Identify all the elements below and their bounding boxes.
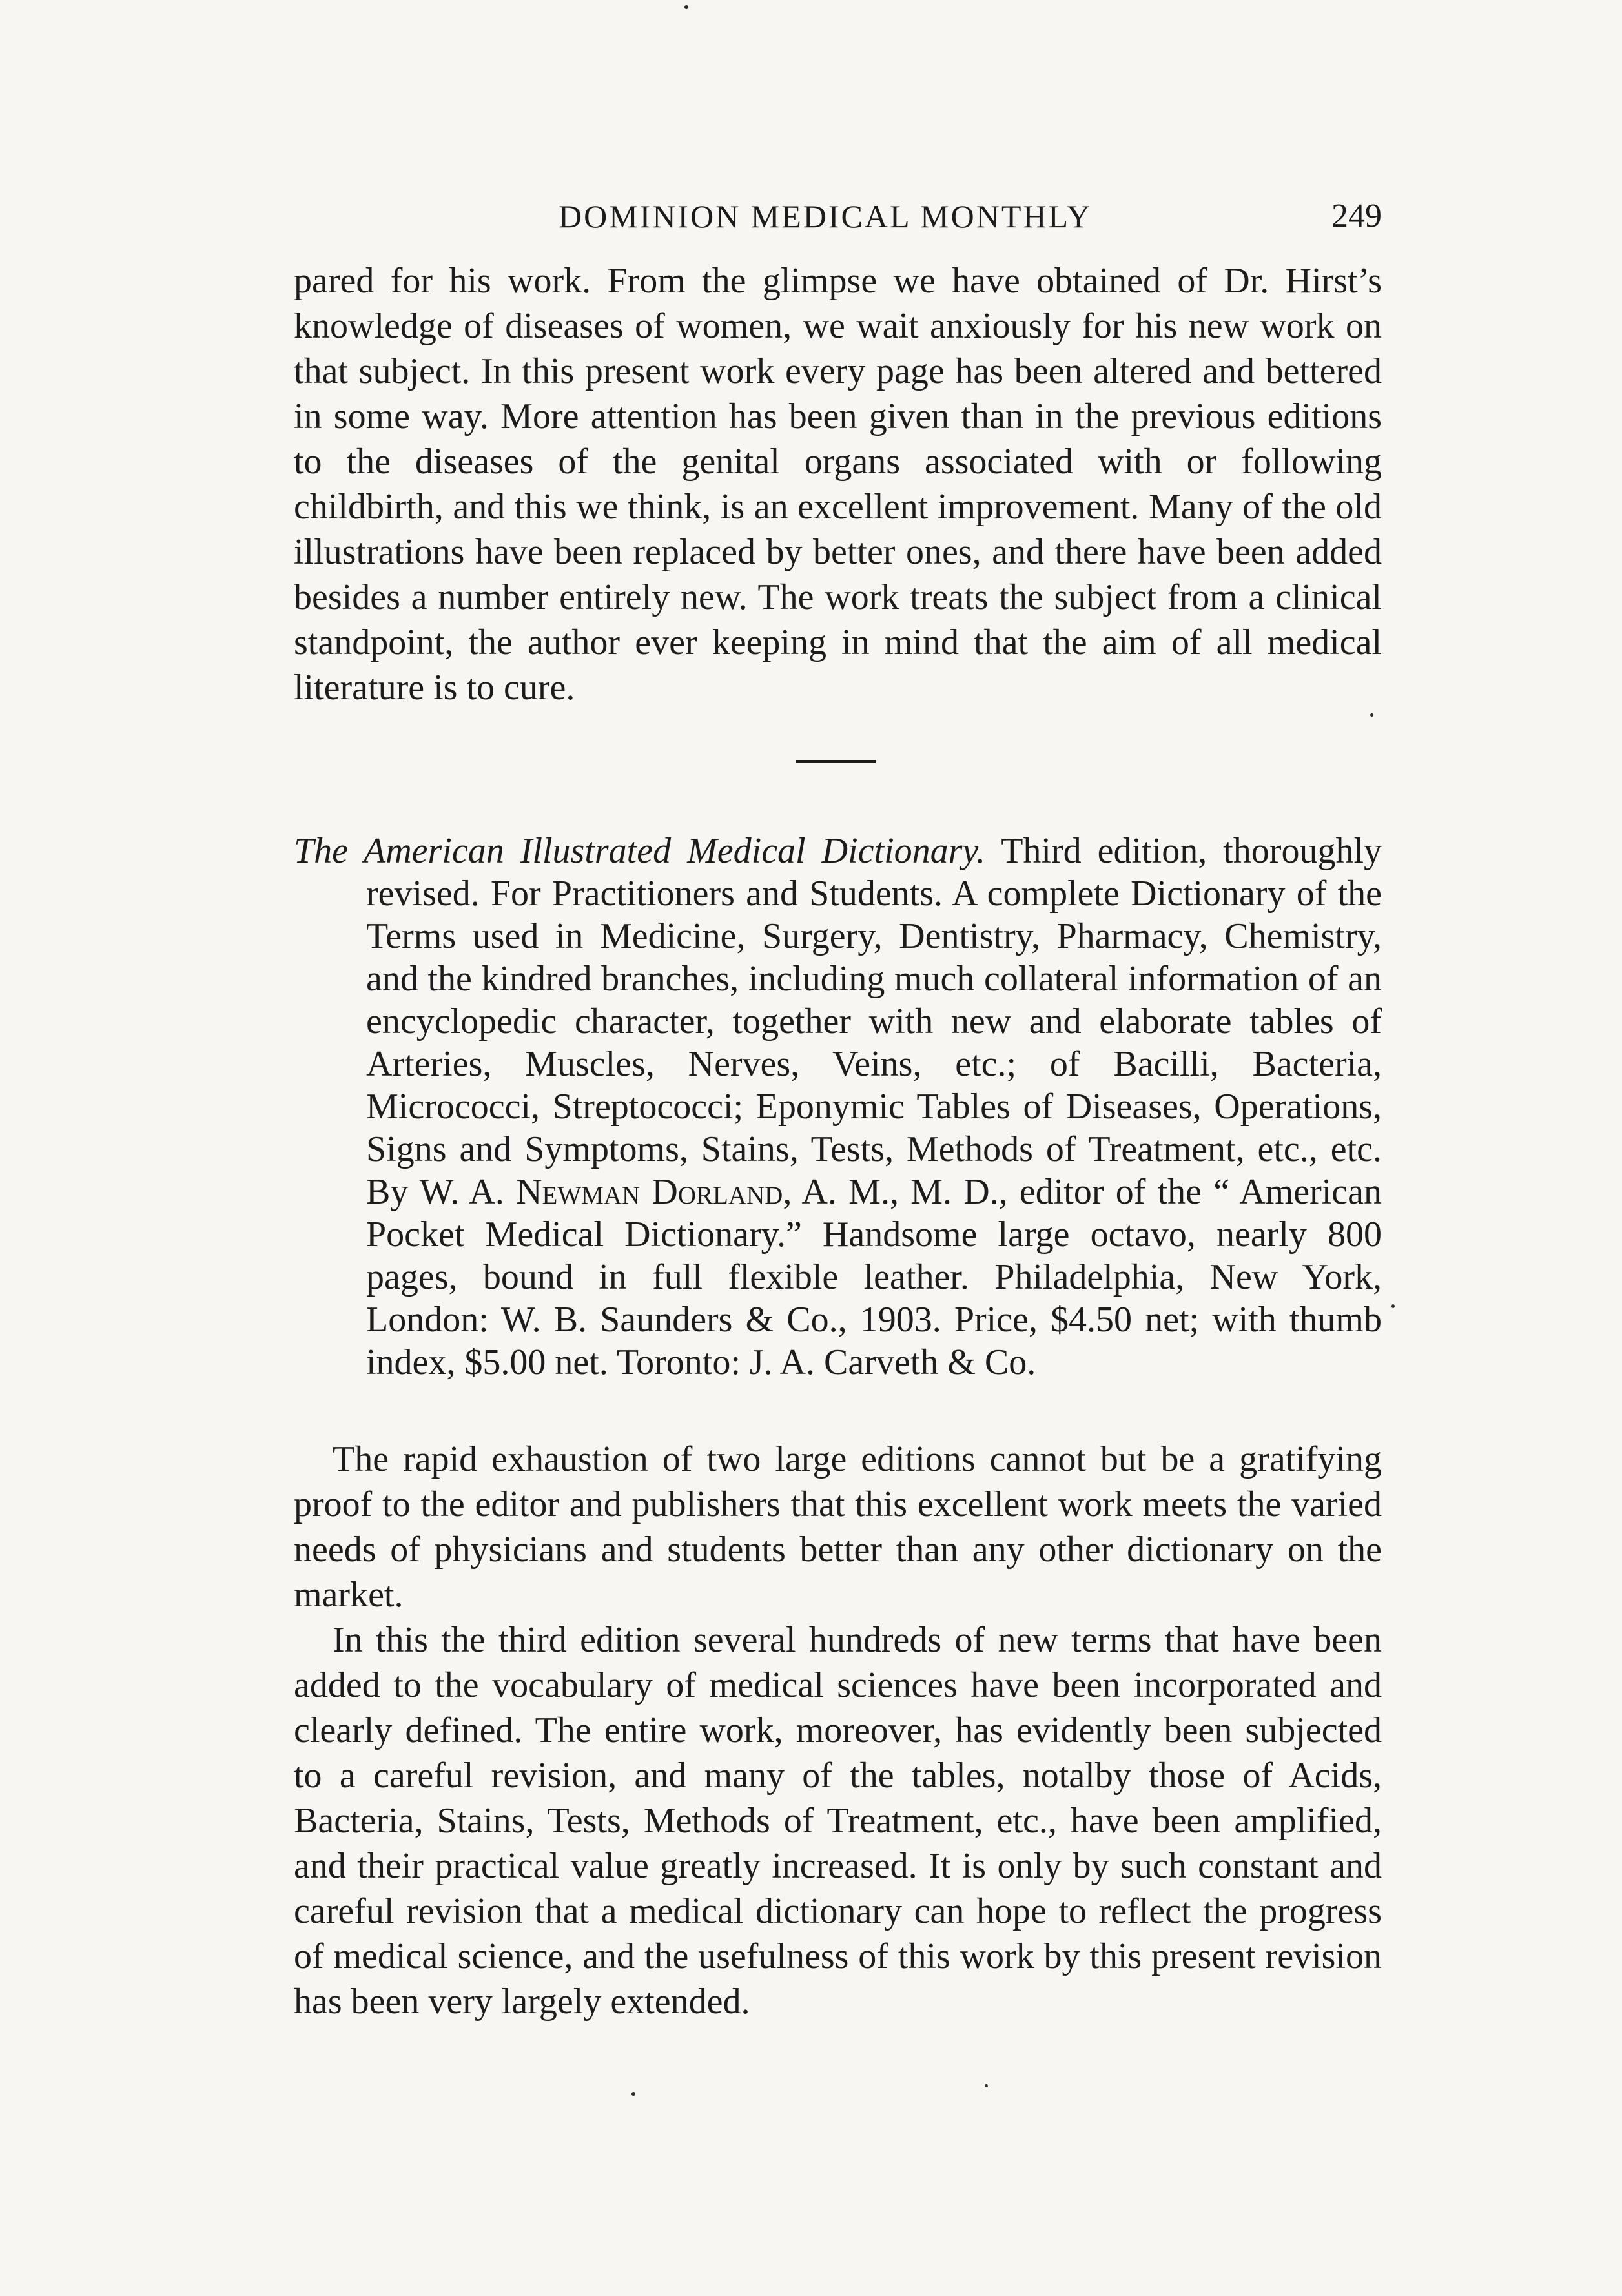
print-speck (631, 2092, 635, 2096)
page-number: 249 (1331, 198, 1382, 234)
journal-title: DOMINION MEDICAL MONTHLY (559, 198, 1093, 234)
running-head (294, 190, 1382, 242)
review-paragraph-2: In this the third edition several hundreds of new terms that have been added to the vocabulary of medical sciences have been incorporated and clearly defined. The entire work, moreover, has evidently been subjected to a careful revision, and many of the tables, notalby those of Acids, Bacteria, Stains, Tests, Methods of Treatment, etc., have been amplified, and their practical value greatly increased. It is only by such constant and careful revision that a medical dictionary can hope to reflect the progress of medical science, and the usefulness of this work by this present revision has been very largely extended. (294, 1620, 1382, 2022)
book-details: Third edition, thoroughly revised. For Practitioners and Students. A complete Dictionary of the Terms used in Medicine, Surgery, Dentistry, Pharmacy, Chemistry, and the kindred branches, including much collateral information of an encyclopedic character, together with new and elaborate tables of Arteries, Muscles, Nerves, Veins, etc.; of Bacilli, Bacteria, Micrococci, Streptococci; Eponymic Tables of Diseases, Operations, Signs and Symptoms, Stains, Tests, Methods of Treatment, etc., etc. By W. A. (366, 831, 1382, 1212)
book-title: The American Illustrated Medical Dictionary. (294, 831, 986, 871)
print-speck (1391, 1304, 1395, 1308)
book-author-name: Newman Dorland (516, 1172, 783, 1212)
print-speck (684, 5, 688, 9)
book-details-continued: , A. M., M. D., editor of the “ American Pocket Medical Dictionary.” Handsome large octavo, nearly 800 pages, bound in full flexible leather. Philadelphia, New York, London: W. B. Saunders & Co., 1903. Price, $4.50 net; with thumb index, $5.00 net. Toronto: J. A. Carveth & Co. (366, 1172, 1382, 1382)
continued-review-paragraph: pared for his work. From the glimpse we have obtained of Dr. Hirst’s knowledge of diseases of women, we wait anxiously for his new work on that subject. In this present work every page has been altered and bettered in some way. More attention has been given than in the previous editions to the diseases of the genital organs associated with or following childbirth, and this we think, is an excellent improvement. Many of the old illustrations have been replaced by better ones, and there have been added besides a number entirely new. The work treats the subject from a clinical standpoint, the author ever keeping in mind that the aim of all medical literature is to cure. (294, 261, 1382, 708)
print-speck (1370, 713, 1373, 717)
book-entry (294, 830, 1382, 1398)
section-divider-rule (796, 760, 876, 763)
review-paragraph-1: The rapid exhaustion of two large editions cannot but be a gratifying proof to the editor and publishers that this excellent work meets the varied needs of physicians and students better than any other dictionary on the market. (294, 1439, 1382, 1615)
print-speck (985, 2084, 988, 2087)
